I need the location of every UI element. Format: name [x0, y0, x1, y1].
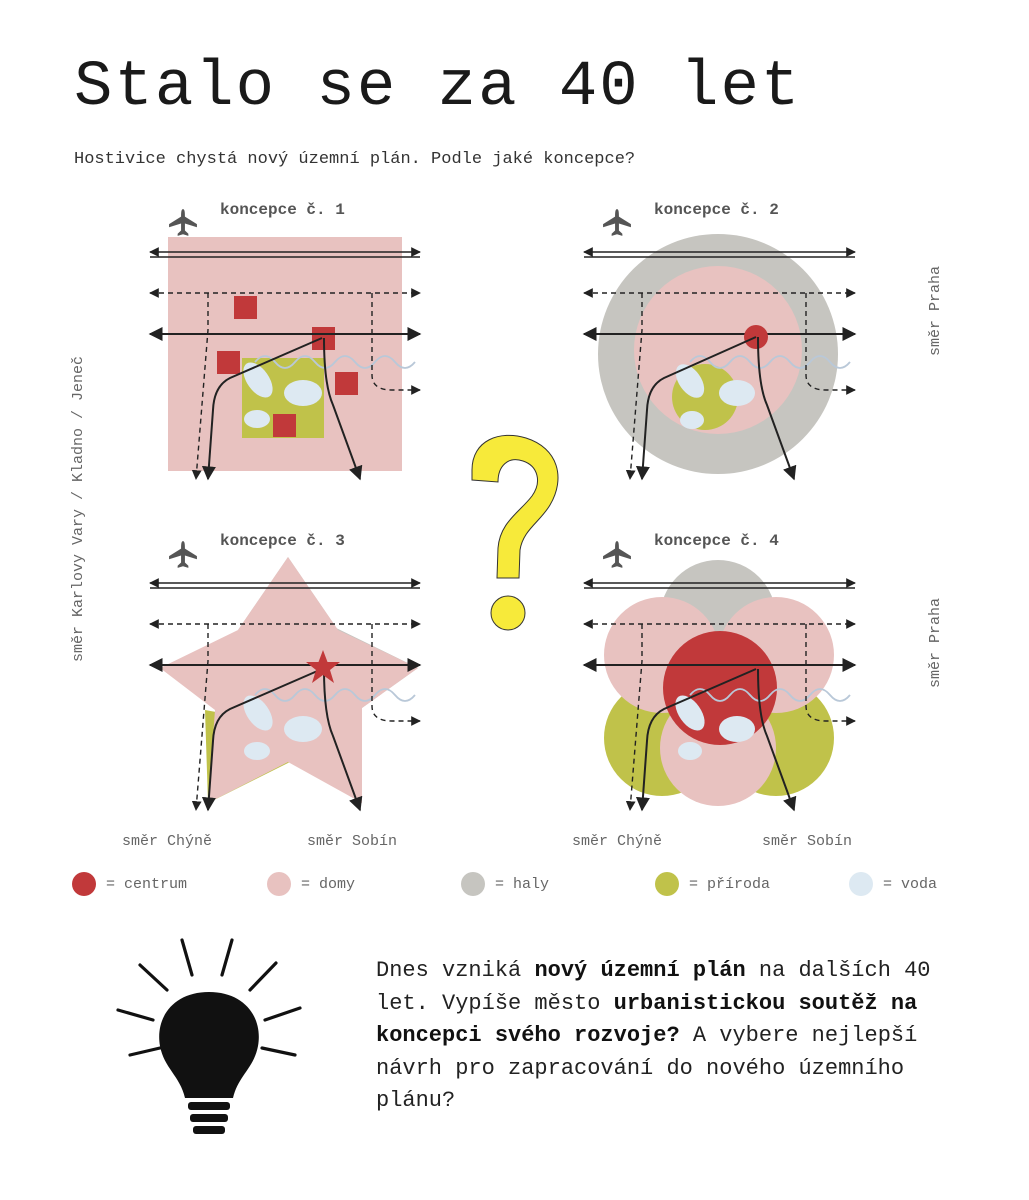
voda-swatch	[849, 872, 873, 896]
direction-chyne-label-2: směr Chýně	[572, 833, 663, 850]
concept-1-label: koncepce č. 1	[220, 201, 345, 219]
concept-4-label: koncepce č. 4	[654, 532, 779, 550]
haly-swatch	[461, 872, 485, 896]
question-mark-icon	[472, 435, 558, 630]
concept-2	[584, 201, 855, 479]
direction-west-label: směr Karlovy Vary / Kladno / Jeneč	[70, 355, 87, 662]
legend-item-domy: = domy	[267, 872, 355, 896]
concept-1	[150, 201, 420, 479]
airplane-icon	[603, 209, 631, 236]
centrum-swatch	[72, 872, 96, 896]
legend-item-priroda: = příroda	[655, 872, 770, 896]
airplane-icon	[603, 541, 631, 568]
legend	[0, 872, 1029, 898]
lightbulb-icon	[118, 940, 300, 1134]
call-to-action-paragraph: Dnes vzniká nový územní plán na dalších 40 let. Vypíše město urbanistickou soutěž na koncepci svého rozvoje? A vybere nejlepší návrh pro zapracování do nového územního plánu?	[376, 958, 931, 1113]
page-subtitle: Hostivice chystá nový územní plán. Podle jaké koncepce?	[74, 150, 636, 169]
concept-3	[150, 532, 420, 810]
legend-item-haly: = haly	[461, 872, 549, 896]
priroda-swatch	[655, 872, 679, 896]
airplane-icon	[169, 541, 197, 568]
legend-item-centrum: = centrum	[72, 872, 187, 896]
direction-sobin-label: směr Sobín	[307, 833, 398, 850]
page-title: Stalo se za 40 let	[74, 52, 802, 124]
direction-east-label: směr Praha	[927, 265, 944, 356]
direction-east-label-2: směr Praha	[927, 597, 944, 688]
direction-sobin-label-2: směr Sobín	[762, 833, 853, 850]
concept-4	[584, 532, 855, 810]
direction-chyne-label: směr Chýně	[122, 833, 213, 850]
legend-item-voda: = voda	[849, 872, 937, 896]
concept-2-label: koncepce č. 2	[654, 201, 779, 219]
concept-3-label: koncepce č. 3	[220, 532, 345, 550]
airplane-icon	[169, 209, 197, 236]
domy-swatch	[267, 872, 291, 896]
